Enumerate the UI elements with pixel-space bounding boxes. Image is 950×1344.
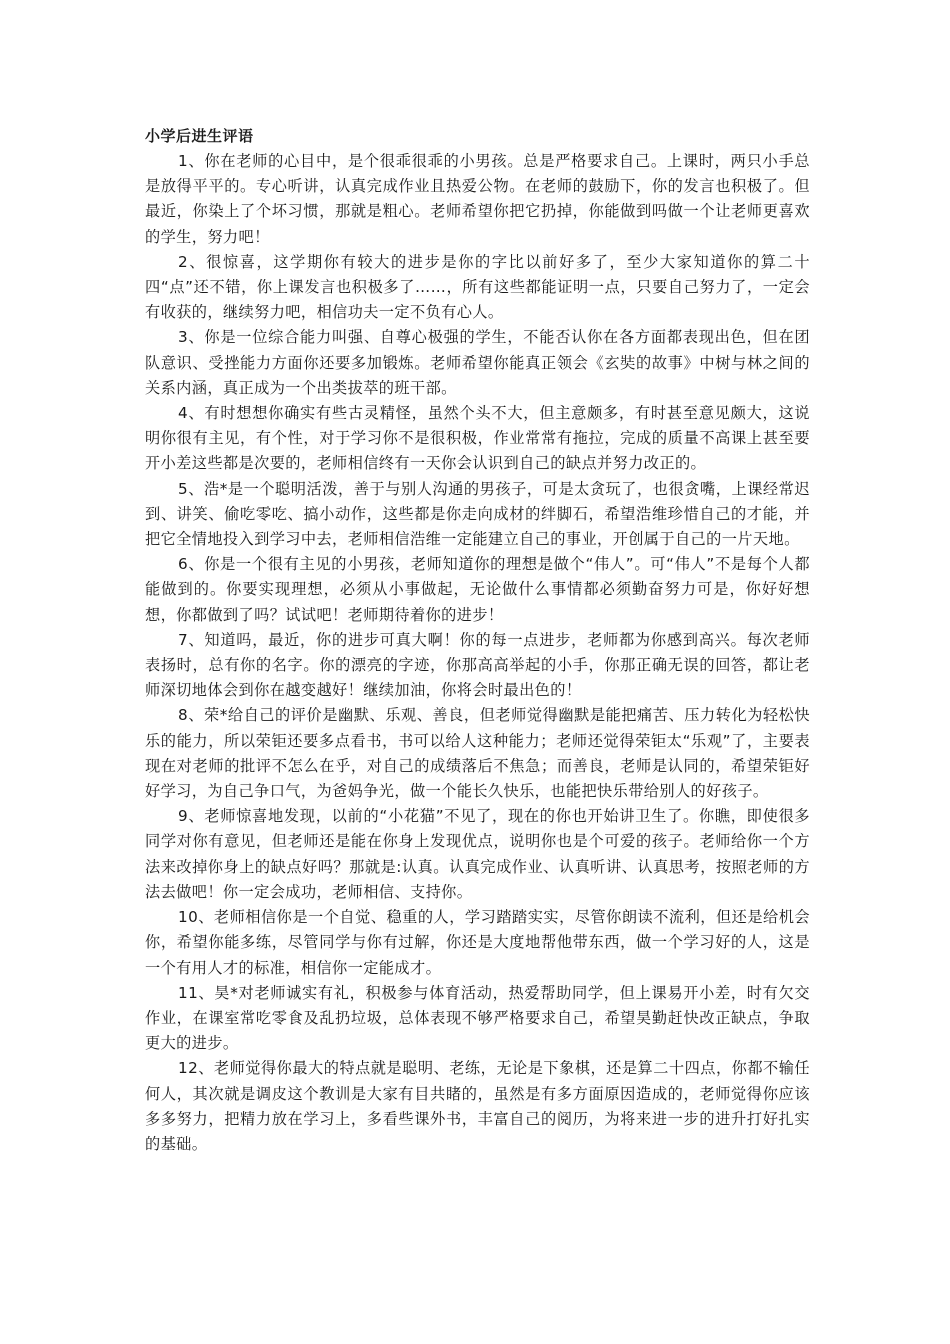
comment-paragraph-10: 10、老师相信你是一个自觉、稳重的人，学习踏踏实实，尽管你朗读不流利，但还是给机会你，希望你能多练，尽管同学与你有过解，你还是大度地帮他带东西，做一个学习好的人，这是一个有用人才的标准，相信你一定能成才。 xyxy=(145,908,810,977)
comment-paragraph-1: 1、你在老师的心目中，是个很乖很乖的小男孩。总是严格要求自己。上课时，两只小手总是放得平平的。专心听讲，认真完成作业且热爱公物。在老师的鼓励下，你的发言也积极了。但最近，你染上了个坏习惯，那就是粗心。老师希望你把它扔掉，你能做到吗做一个让老师更喜欢的学生，努力吧！ xyxy=(145,152,810,246)
comment-paragraph-11: 11、昊*对老师诚实有礼，积极参与体育活动，热爱帮助同学，但上课易开小差，时有欠交作业，在课室常吃零食及乱扔垃圾，总体表现不够严格要求自己，希望昊勤赶快改正缺点，争取更大的进步。 xyxy=(145,983,810,1053)
comment-paragraph-3: 3、你是一位综合能力叫强、自尊心极强的学生，不能否认你在各方面都表现出色，但在团队意识、受挫能力方面你还要多加锻炼。老师希望你能真正领会《玄奘的故事》中树与林之间的关系内涵，真正成为一个出类拔萃的班干部。 xyxy=(145,328,810,397)
document-title: 小学后进生评语 xyxy=(145,127,254,145)
comment-paragraph-12: 12、老师觉得你最大的特点就是聪明、老练，无论是下象棋，还是算二十四点，你都不输任何人，其次就是调皮这个教训是大家有目共睹的，虽然是有多方面原因造成的，老师觉得你应该多多努力，把精力放在学习上，多看些课外书，丰富自己的阅历，为将来进一步的进升打好扎实的基础。 xyxy=(145,1059,810,1153)
comment-paragraph-6: 6、你是一个很有主见的小男孩，老师知道你的理想是做个“伟人”。可“伟人”不是每个人都能做到的。你要实现理想，必须从小事做起，无论做什么事情都必须勤奋努力可是，你好好想想，你都做到了吗？试试吧！老师期待着你的进步！ xyxy=(145,555,810,624)
comment-paragraph-2: 2、很惊喜，这学期你有较大的进步是你的字比以前好多了，至少大家知道你的算二十四“点”还不错，你上课发言也积极多了……，所有这些都能证明一点，只要自己努力了，一定会有收获的，继续努力吧，相信功夫一定不负有心人。 xyxy=(145,252,810,322)
comment-paragraph-4: 4、有时想想你确实有些古灵精怪，虽然个头不大，但主意颇多，有时甚至意见颇大，这说明你很有主见，有个性，对于学习你不是很积极，作业常常有拖拉，完成的质量不高课上甚至要开小差这些都是次要的，老师相信终有一天你会认识到自己的缺点并努力改正的。 xyxy=(145,404,810,473)
comment-paragraph-8: 8、荣*给自己的评价是幽默、乐观、善良，但老师觉得幽默是能把痛苦、压力转化为轻松快乐的能力，所以荣钜还要多点看书，书可以给人这种能力；老师还觉得荣钜太“乐观”了，主要表现在对老师的批评不怎么在乎，对自己的成绩落后不焦急；而善良，老师是认同的，希望荣钜好好学习，为自己争口气，为爸妈争光，做一个能长久快乐，也能把快乐带给别人的好孩子。 xyxy=(145,706,810,801)
comment-paragraph-7: 7、知道吗，最近，你的进步可真大啊！你的每一点进步，老师都为你感到高兴。每次老师表扬时，总有你的名字。你的漂亮的字迹，你那高高举起的小手，你那正确无误的回答，都让老师深切地体会到你在越变越好！继续加油，你将会时最出色的！ xyxy=(145,630,810,700)
document-page xyxy=(145,124,810,1157)
comment-paragraph-5: 5、浩*是一个聪明活泼，善于与别人沟通的男孩子，可是太贪玩了，也很贪嘴，上课经常迟到、讲笑、偷吃零吃、搞小动作，这些都是你走向成材的绊脚石，希望浩维珍惜自己的才能，并把它全情地投入到学习中去，老师相信浩维一定能建立自己的事业，开创属于自己的一片天地。 xyxy=(145,479,810,549)
comment-paragraph-9: 9、老师惊喜地发现，以前的“小花猫”不见了，现在的你也开始讲卫生了。你瞧，即使很多同学对你有意见，但老师还是能在你身上发现优点，说明你也是个可爱的孩子。老师给你一个方法来改掉你身上的缺点好吗？那就是:认真。认真完成作业、认真听讲、认真思考，按照老师的方法去做吧！你一定会成功，老师相信、支持你。 xyxy=(145,807,810,901)
